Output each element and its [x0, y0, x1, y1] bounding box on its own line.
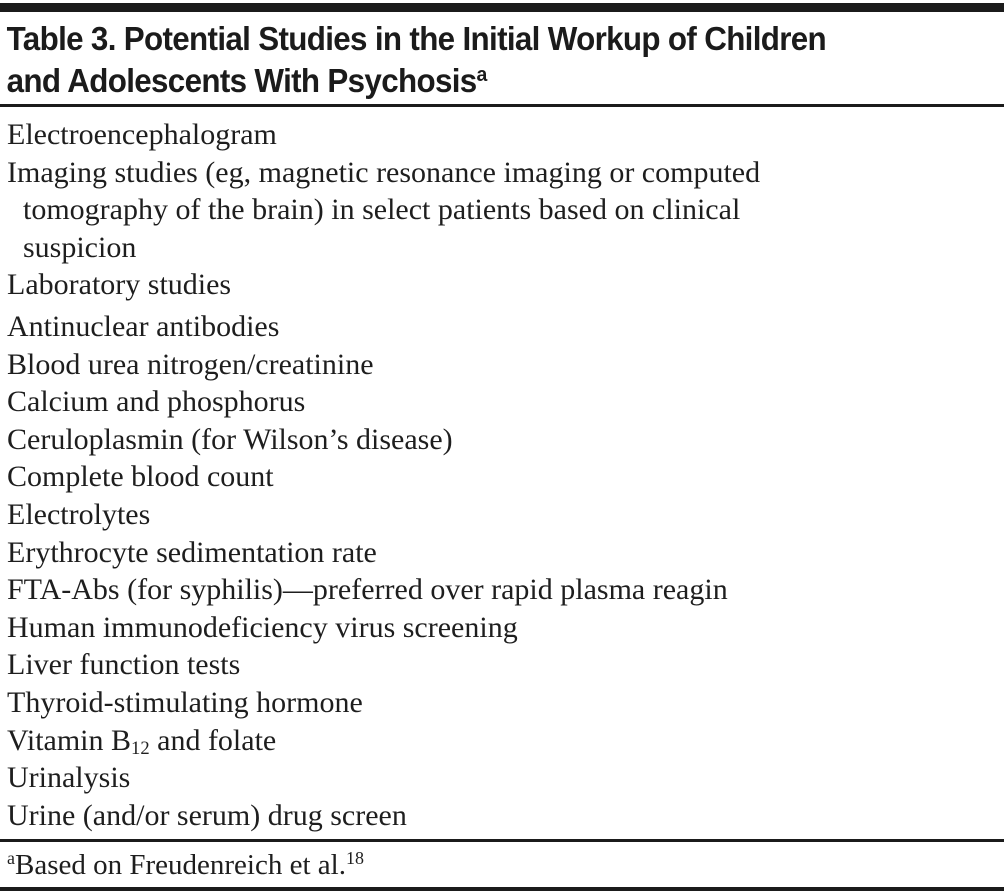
list-item: [7, 797, 1004, 835]
table-top-rule: [0, 3, 1004, 12]
list-item-text: Human immunodeficiency virus screening: [7, 610, 518, 644]
list-item-text: Calcium and phosphorus: [7, 385, 306, 419]
list-item: [7, 346, 1004, 384]
footnote-divider-rule: [0, 839, 1004, 842]
list-item: [7, 684, 1004, 722]
list-item: [7, 308, 1004, 346]
list-item-text: Urinalysis: [7, 761, 131, 795]
list-item: [7, 116, 1004, 154]
list-item-text: Imaging studies (eg, magnetic resonance imaging or computed: [7, 155, 761, 189]
list-item: [7, 609, 1004, 647]
study-list: [0, 116, 1004, 834]
list-item-text: Complete blood count: [7, 460, 274, 494]
table-title-line: and Adolescents With Psychosis$^a$: [6, 62, 487, 99]
list-item-text: Electrolytes: [7, 497, 151, 531]
list-item: [7, 722, 1004, 760]
list-item-text: Electroencephalogram: [7, 118, 277, 151]
list-item-text: Laboratory studies: [7, 268, 232, 302]
list-item: [7, 759, 1004, 797]
list-item: [7, 383, 1004, 421]
table-bottom-rule: [0, 887, 1004, 891]
list-item: [7, 154, 1004, 267]
list-item-text: Ceruloplasmin (for Wilson’s disease): [7, 422, 453, 456]
list-item-text: Thyroid-stimulating hormone: [7, 685, 363, 719]
list-item-text: Vitamin $B_{12}$ and folate: [7, 723, 277, 759]
list-item-text: Erythrocyte sedimentation rate: [7, 535, 377, 569]
list-item: [7, 571, 1004, 609]
list-item-text: Liver function tests: [7, 648, 241, 682]
list-item: [7, 421, 1004, 459]
list-item-text: Antinuclear antibodies: [7, 309, 280, 343]
list-item: [7, 646, 1004, 684]
list-item: [7, 266, 1004, 304]
list-item-wrap-text: tomography of the brain) in select patients based on clinical: [23, 193, 741, 227]
table-footnote: $^a$Based on Freudenreich et al.$^{18}$: [7, 848, 364, 882]
list-item-text: Urine (and/or serum) drug screen: [7, 798, 407, 832]
list-item-text: Blood urea nitrogen/creatinine: [7, 347, 374, 381]
table-title-line: Table 3. Potential Studies in the Initial Workup of Children: [6, 20, 827, 57]
list-item: [7, 496, 1004, 534]
list-item-text: FTA-Abs (for syphilis)—preferred over rapid plasma reagin: [7, 573, 728, 607]
list-item: [7, 534, 1004, 572]
list-item: [7, 458, 1004, 496]
title-divider-rule: [0, 104, 1004, 107]
list-item-wrap-text: suspicion: [23, 230, 137, 264]
table-title: [0, 18, 1001, 102]
